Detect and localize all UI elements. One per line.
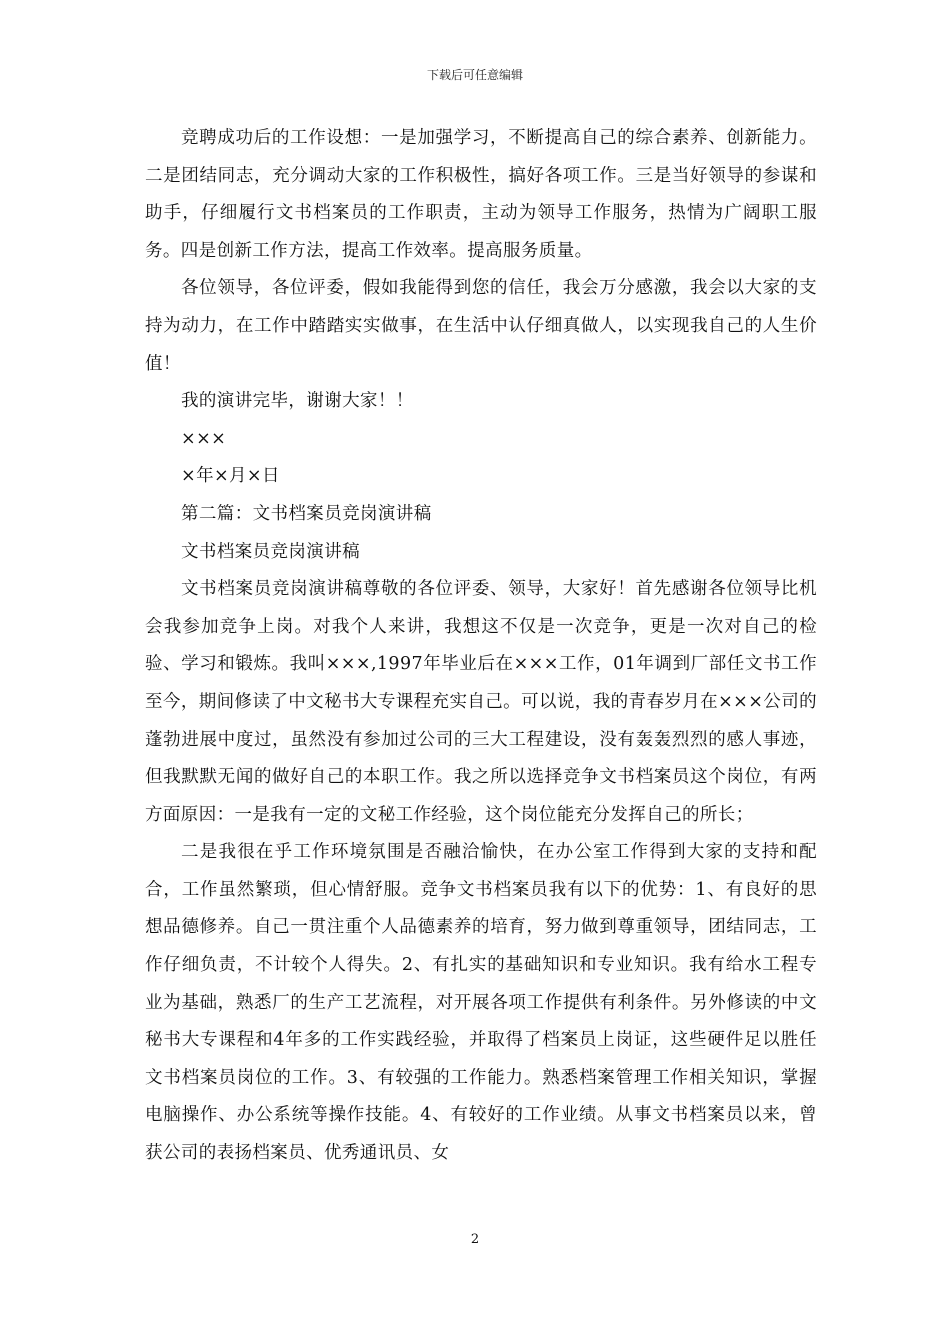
paragraph-appeal: 各位领导，各位评委，假如我能得到您的信任，我会万分感激，我会以大家的支持为动力，在工作中踏踏实实做事，在生活中认仔细真做人，以实现我自己的人生价值！	[145, 278, 817, 374]
paragraph-work-plan: 竞聘成功后的工作设想：一是加强学习，不断提高自己的综合素养、创新能力。二是团结同志，充分调动大家的工作积极性，搞好各项工作。三是当好领导的参谋和助手，仔细履行文书档案员的工作职责，主动为领导工作服务，热情为广阔职工服务。四是创新工作方法，提高工作效率。提高服务质量。	[145, 128, 817, 261]
paragraph-advantages: 二是我很在乎工作环境氛围是否融洽愉快，在办公室工作得到大家的支持和配合，工作虽然繁琐，但心情舒服。竞争文书档案员我有以下的优势：1、有良好的思想品德修养。自己一贯注重个人品德素养的培育，努力做到尊重领导，团结同志，工作仔细负责，不计较个人得失。2、有扎实的基础知识和专业知识。我有给水工程专业为基础，熟悉厂的生产工艺流程，对开展各项工作提供有利条件。另外修读的中文秘书大专课程和4年多的工作实践经验，并取得了档案员上岗证，这些硬件足以胜任文书档案员岗位的工作。3、有较强的工作能力。熟悉档案管理工作相关知识，掌握电脑操作、办公系统等操作技能。4、有较好的工作业绩。从事文书档案员以来，曾获公司的表扬档案员、优秀通讯员、女	[145, 842, 817, 1164]
section-title: 第二篇：文书档案员竞岗演讲稿	[181, 503, 432, 524]
speech-title: 文书档案员竞岗演讲稿	[181, 541, 360, 562]
signature-date: ×年×月×日	[181, 466, 280, 487]
paragraph-closing: 我的演讲完毕，谢谢大家！！	[181, 391, 414, 412]
signature-name: ×××	[181, 428, 227, 449]
page-header: 下载后可任意编辑	[426, 68, 523, 82]
document-body	[145, 120, 817, 1173]
page-number: 2	[470, 1232, 480, 1247]
paragraph-introduction: 文书档案员竞岗演讲稿尊敬的各位评委、领导，大家好！首先感谢各位领导比机会我参加竞争上岗。对我个人来讲，我想这不仅是一次竞争，更是一次对自己的检验、学习和锻炼。我叫×××,1997年毕业后在×××工作，01年调到厂部任文书工作至今，期间修读了中文秘书大专课程充实自己。可以说，我的青春岁月在×××公司的蓬勃进展中度过，虽然没有参加过公司的三大工程建设，没有轰轰烈烈的感人事迹，但我默默无闻的做好自己的本职工作。我之所以选择竞争文书档案员这个岗位，有两方面原因：一是我有一定的文秘工作经验，这个岗位能充分发挥自己的所长；	[145, 579, 817, 825]
